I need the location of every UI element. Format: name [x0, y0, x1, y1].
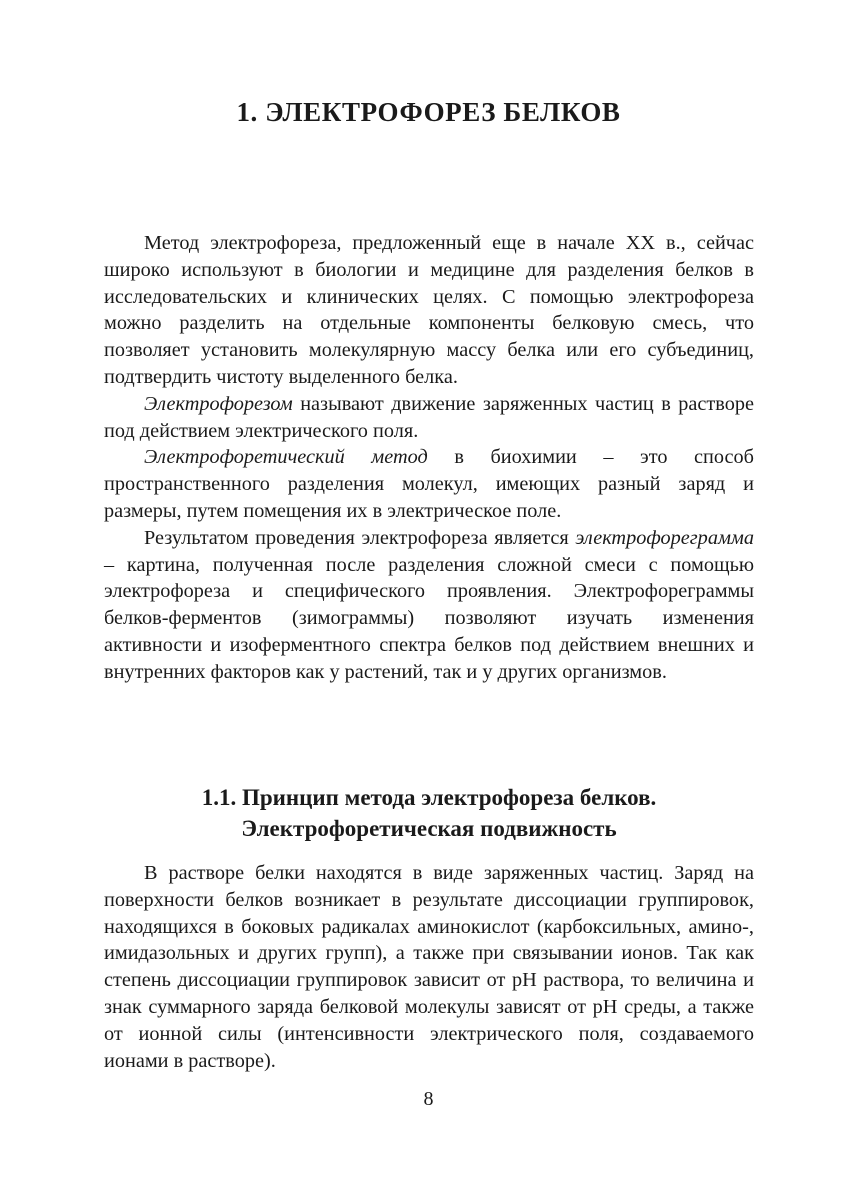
intro-paragraph-4-text: – картина, полученная после разделения сложной смеси с помощью электрофореза и специфического проявления. Электрофореграммы белков-ферментов (зимограммы) позволяют изучать изменения активности и изоферментного спектра белков под действием внешних и внутренних факторов как у растений, так и у других организмов. [104, 553, 754, 683]
section-paragraph-1: В растворе белки находятся в виде заряженных частиц. Заряд на поверхности белков возникает в результате диссоциации группировок, находящихся в боковых радикалах аминокислот (карбоксильных, амино-, имидазольных и других групп), а также при связывании ионов. Так как степень диссоциации группировок зависит от pH раствора, то величина и знак суммарного заряда белковой молекулы зависят от pH среды, а также от ионной силы (интенсивности электрического поля, создаваемого ионами в растворе). [104, 862, 754, 1072]
term-electrophoresis: Электрофорезом [144, 392, 293, 415]
intro-text [104, 230, 754, 686]
page-number: 8 [423, 1088, 434, 1110]
section-title-line-1: 1.1. Принцип метода электрофореза белков. [201, 785, 657, 810]
intro-paragraph-4-start: Результатом проведения электрофореза является [144, 526, 576, 549]
intro-paragraph-2 [104, 391, 754, 445]
section-title [104, 782, 754, 844]
intro-paragraph-3 [104, 444, 754, 524]
section-title-line-2: Электрофоретическая подвижность [241, 816, 617, 841]
term-electrophoregram: электрофореграмма [575, 526, 754, 549]
term-electrophoretic-method: Электрофоретический метод [144, 446, 428, 469]
intro-paragraph-3-text: в биохимии – это способ пространственного разделения молекул, имеющих разный заряд и размеры, путем помещения их в электрическое поле. [104, 446, 754, 522]
chapter-title: 1. ЭЛЕКТРОФОРЕЗ БЕЛКОВ [236, 97, 621, 127]
intro-paragraph-4 [104, 525, 754, 686]
intro-paragraph-2-text: называют движение заряженных частиц в растворе под действием электрического поля. [104, 392, 754, 442]
intro-paragraph-1: Метод электрофореза, предложенный еще в начале XX в., сейчас широко используют в биологии и медицине для разделения белков в исследовательских и клинических целях. С помощью электрофореза можно разделить на отдельные компоненты белковую смесь, что позволяет установить молекулярную массу белка или его субъединиц, подтвердить чистоту выделенного белка. [104, 232, 754, 388]
section-text [104, 860, 754, 1074]
